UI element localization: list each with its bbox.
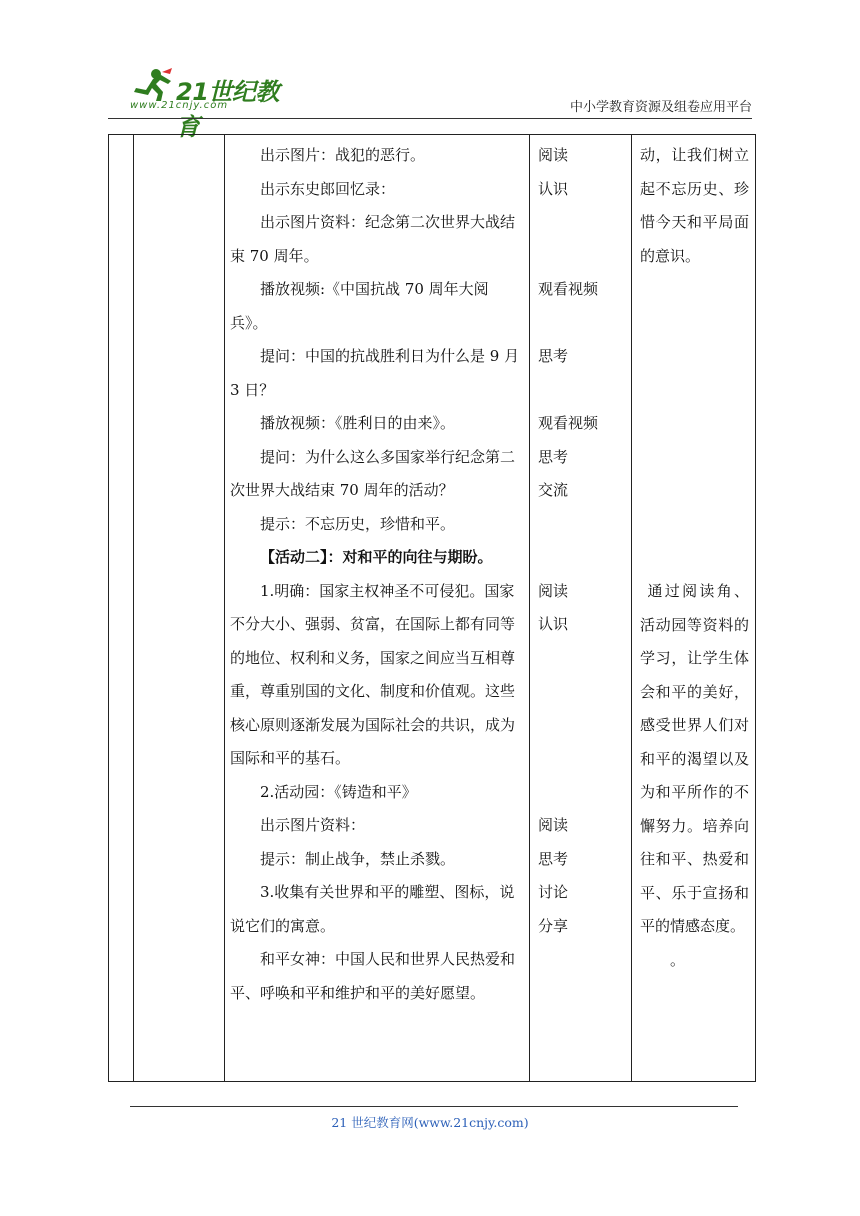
activity-paragraph: 出示东史郎回忆录： xyxy=(260,179,396,198)
student-activity-line: 阅读 xyxy=(538,146,569,164)
platform-name: 中小学教育资源及组卷应用平台 xyxy=(569,100,752,115)
activity-paragraph: 和平女神：中国人民和世界人民热爱和平、呼唤和平和维护和平的美好愿望。 xyxy=(230,950,516,1002)
lesson-table xyxy=(108,134,756,1082)
design-intent-cell xyxy=(632,135,756,1082)
teacher-activity-cell xyxy=(225,135,530,1082)
student-activity-line: 观看视频 xyxy=(538,280,599,298)
activity-paragraph: 1.明确：国家主权神圣不可侵犯。国家不分大小、强弱、贫富，在国际上都有同等的地位、权利和义务，国家之间应当互相尊重，尊重别国的文化、制度和价值观。这些核心原则逐渐发展为国际社会的共识，成为国际和平的基石。 xyxy=(230,581,516,767)
student-activity-line xyxy=(538,374,625,408)
footer-divider xyxy=(130,1106,738,1107)
activity-paragraph: 播放视频:《中国抗战 70 周年大阅兵》。 xyxy=(230,280,489,332)
activity-paragraph: 【活动二】：对和平的向往与期盼。 xyxy=(260,548,493,566)
student-activity-line xyxy=(538,742,625,776)
design-intent-end: 。 xyxy=(670,950,686,969)
activity-paragraph: 提示：不忘历史，珍惜和平。 xyxy=(260,514,456,533)
student-activity-line: 观看视频 xyxy=(538,414,599,432)
student-activity-line: 认识 xyxy=(538,615,569,633)
activity-paragraph: 提示：制止战争，禁止杀戮。 xyxy=(260,849,456,868)
student-activity-line: 讨论 xyxy=(538,883,569,901)
student-activity-line: 阅读 xyxy=(538,816,569,834)
spacer xyxy=(640,273,749,575)
logo-url: www.21cnjy.com xyxy=(130,100,229,111)
student-activity-line xyxy=(538,206,625,240)
table-row xyxy=(109,135,756,1082)
empty-cell-2 xyxy=(134,135,225,1082)
student-activity-content xyxy=(530,135,631,943)
site-logo xyxy=(126,68,296,141)
student-activity-line xyxy=(538,541,625,575)
header-divider xyxy=(108,118,752,119)
footer-link[interactable]: 21 世纪教育网(www.21cnjy.com) xyxy=(331,1115,529,1130)
activity-paragraph: 3.收集有关世界和平的雕塑、图标，说说它们的寓意。 xyxy=(230,883,515,935)
activity-paragraph: 播放视频：《胜利日的由来》。 xyxy=(260,414,456,432)
activity-paragraph: 出示图片：战犯的恶行。 xyxy=(260,146,426,164)
student-activity-line xyxy=(538,642,625,676)
student-activity-line xyxy=(538,240,625,274)
activity-paragraph: 提问：为什么这么多国家举行纪念第二次世界大战结束 70 周年的活动？ xyxy=(230,447,516,499)
design-intent-content xyxy=(632,135,755,977)
design-intent-bottom: 通过阅读角、活动园等资料的学习，让学生体会和平的美好，感受世界人们对和平的渴望以及为和平所作的不懈努力。培养向往和平、热爱和平、乐于宣扬和平的情感态度。 xyxy=(640,582,749,935)
runner-icon xyxy=(126,68,176,102)
activity-paragraph: 出示图片资料： xyxy=(260,816,366,834)
student-activity-line: 交流 xyxy=(538,481,569,499)
activity-paragraph: 2.活动园：《铸造和平》 xyxy=(260,782,417,801)
page-header xyxy=(0,0,860,141)
student-activity-cell xyxy=(530,135,632,1082)
activity-paragraph: 出示图片资料：纪念第二次世界大战结束 70 周年。 xyxy=(230,213,516,265)
student-activity-line: 阅读 xyxy=(538,581,569,600)
student-activity-line xyxy=(538,776,625,810)
student-activity-line: 思考 xyxy=(538,849,569,868)
student-activity-line: 思考 xyxy=(538,447,569,466)
student-activity-line: 分享 xyxy=(538,916,569,935)
activity-paragraph: 提问：中国的抗战胜利日为什么是 9 月 3 日？ xyxy=(230,347,520,399)
empty-cell-1 xyxy=(109,135,134,1082)
student-activity-line xyxy=(538,508,625,542)
student-activity-line: 思考 xyxy=(538,347,569,365)
student-activity-line: 认识 xyxy=(538,179,569,198)
teacher-activity-content xyxy=(225,135,529,1010)
logo-text: 21世纪教育 xyxy=(176,78,279,141)
design-intent-top: 动，让我们树立起不忘历史、珍惜今天和平局面的意识。 xyxy=(640,146,749,265)
student-activity-line xyxy=(538,709,625,743)
student-activity-line xyxy=(538,675,625,709)
student-activity-line xyxy=(538,307,625,341)
